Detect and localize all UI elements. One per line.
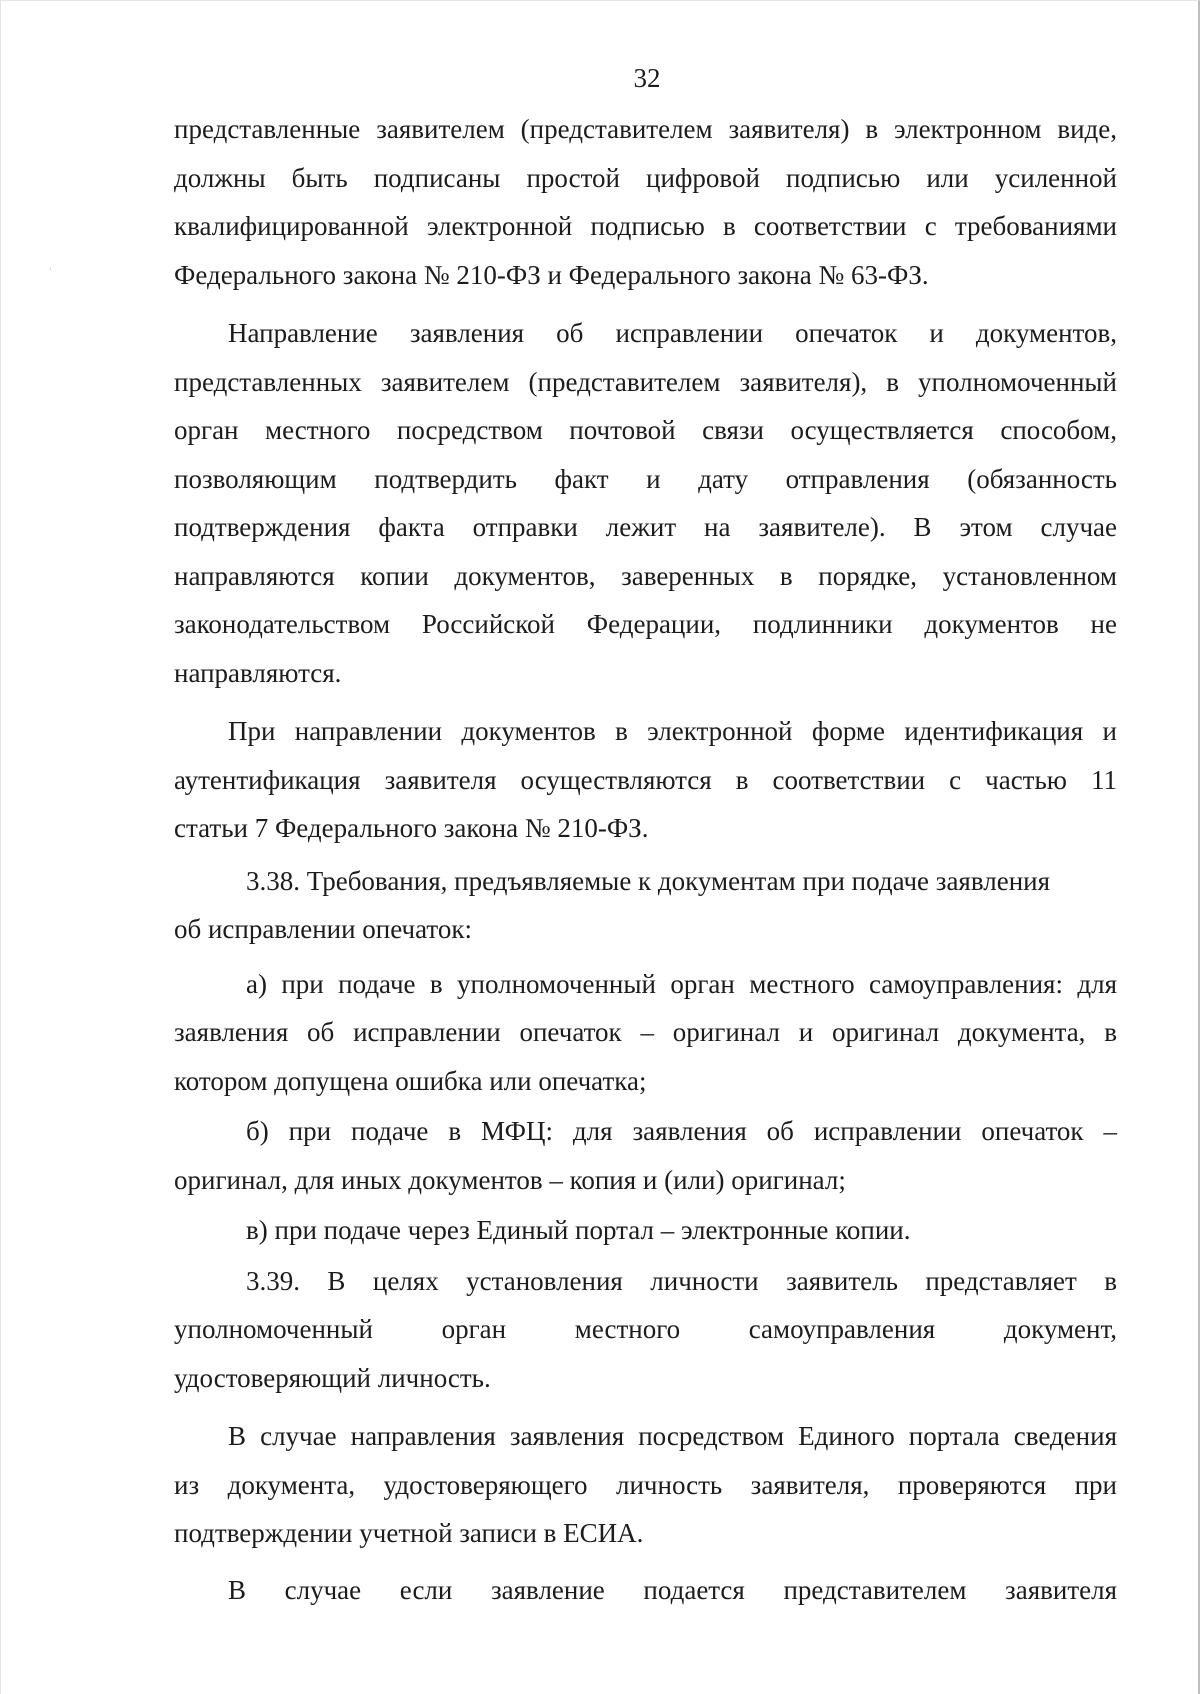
text-line: подтверждении учетной записи в ЕСИА.	[174, 1518, 644, 1548]
text-line: В случае направления заявления посредством Единого портала сведения	[228, 1421, 1117, 1451]
text-line: заявления об исправлении опечаток – оригинал и оригинал документа, в	[174, 1017, 1117, 1047]
text-line: квалифицированной электронной подписью в соответствии с требованиями	[174, 211, 1117, 241]
text-line: законодательством Российской Федерации, подлинники документов не	[174, 609, 1117, 639]
text-line: а) при подаче в уполномоченный орган местного самоуправления: для	[246, 968, 1117, 999]
text-line: удостоверяющий личность.	[174, 1362, 491, 1393]
text-line: направляются.	[174, 657, 342, 688]
text-line: б) при подаче в МФЦ: для заявления об исправлении опечаток –	[246, 1116, 1117, 1146]
text-line: оригинал, для иных документов – копия и (или) оригинал;	[174, 1164, 846, 1195]
text-line: из документа, удостоверяющего личность заявителя, проверяются при	[174, 1469, 1117, 1500]
text-line: направляются копии документов, заверенных в порядке, установленном	[174, 560, 1117, 591]
text-line: в) при подаче через Единый портал – электронные копии.	[246, 1215, 911, 1245]
text-line: статьи 7 Федерального закона № 210-ФЗ.	[174, 813, 649, 843]
page-number: 32	[633, 63, 661, 93]
text-line: В случае если заявление подается представителем заявителя	[228, 1574, 1117, 1605]
text-line: котором допущена ошибка или опечатка;	[174, 1065, 647, 1096]
text-line: представленных заявителем (представителем заявителя), в уполномоченный	[174, 366, 1117, 397]
text-line: 3.39. В целях установления личности заявитель представляет в	[246, 1265, 1117, 1296]
text-line: позволяющим подтвердить факт и дату отправления (обязанность	[174, 463, 1117, 494]
text-line: должны быть подписаны простой цифровой подписью или усиленной	[174, 162, 1117, 193]
scan-speck: ˌ	[49, 259, 53, 270]
document-body	[174, 105, 1117, 1614]
text-line: подтверждения факта отправки лежит на заявителе). В этом случае	[174, 512, 1117, 542]
text-line: Федерального закона № 210-ФЗ и Федерального закона № 63-ФЗ.	[174, 259, 929, 290]
text-line: Направление заявления об исправлении опечаток и документов,	[228, 318, 1117, 348]
text-line: представленные заявителем (представителем заявителя) в электронном виде,	[174, 114, 1117, 144]
text-line: При направлении документов в электронной форме идентификация и	[228, 716, 1117, 746]
text-line: орган местного посредством почтовой связи осуществляется способом,	[174, 415, 1117, 445]
text-line: об исправлении опечаток:	[174, 914, 472, 944]
text-line: 3.38. Требования, предъявляемые к документам при подаче заявления	[246, 865, 1051, 896]
text-line: аутентификация заявителя осуществляются в соответствии с частью 11	[174, 764, 1117, 795]
text-line: уполномоченный орган местного самоуправления документ,	[174, 1314, 1117, 1344]
